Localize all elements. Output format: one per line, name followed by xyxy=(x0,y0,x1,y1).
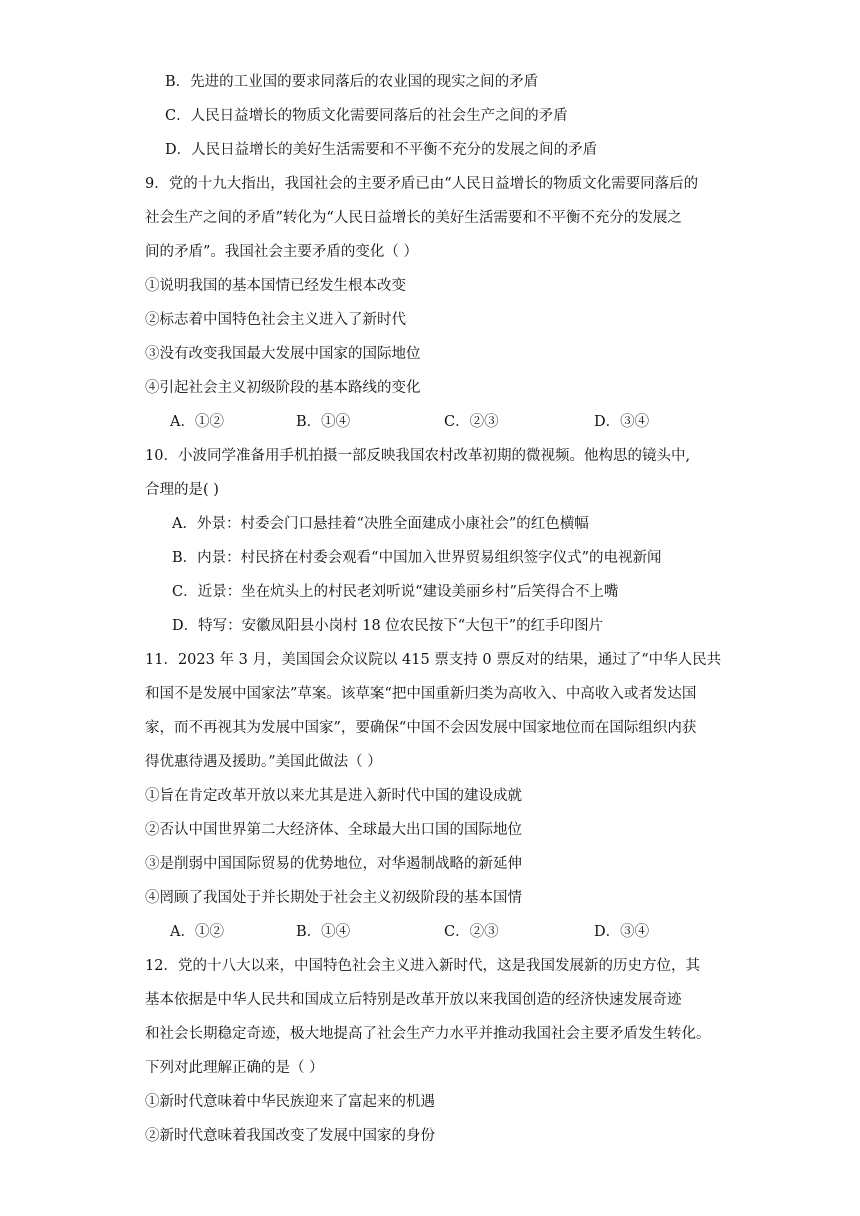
q11-choice-d: D．③④ xyxy=(594,924,650,940)
q12-stem-line-4: 下列对此理解正确的是（ ） xyxy=(145,1060,324,1076)
q9-statement-2: ②标志着中国特色社会主义进入了新时代 xyxy=(145,312,406,328)
q9-statement-1: ①说明我国的基本国情已经发生根本改变 xyxy=(145,278,406,294)
q12-statement-1: ①新时代意味着中华民族迎来了富起来的机遇 xyxy=(145,1094,435,1110)
q9-choice-a: A．①② xyxy=(170,414,224,430)
q10-stem-line-2: 合理的是( ) xyxy=(145,482,219,498)
q9-statement-4: ④引起社会主义初级阶段的基本路线的变化 xyxy=(145,380,421,396)
q9-choice-d: D．③④ xyxy=(594,414,650,430)
q10-stem-line-1: 10．小波同学准备用手机拍摄一部反映我国农村改革初期的微视频。他构思的镜头中, xyxy=(145,448,691,464)
q8-option-b: B．先进的工业国的要求同落后的农业国的现实之间的矛盾 xyxy=(165,74,539,90)
q10-option-b: B．内景：村民挤在村委会观看“中国加入世界贸易组织签字仪式”的电视新闻 xyxy=(172,550,662,566)
q9-statement-3: ③没有改变我国最大发展中国家的国际地位 xyxy=(145,346,421,362)
q11-stem-line-2: 和国不是发展中国家法”草案。该草案“把中国重新归类为高收入、中高收入或者发达国 xyxy=(145,686,697,702)
q12-stem-line-2: 基本依据是中华人民共和国成立后特别是改革开放以来我国创造的经济快速发展奇迹 xyxy=(145,992,682,1008)
q10-option-d: D．特写：安徽凤阳县小岗村 18 位农民按下“大包干”的红手印图片 xyxy=(172,618,604,634)
q9-stem-line-3: 间的矛盾”。我国社会主要矛盾的变化（ ） xyxy=(145,244,419,260)
q9-stem-line-2: 社会生产之间的矛盾”转化为“人民日益增长的美好生活需要和不平衡不充分的发展之 xyxy=(145,210,682,226)
q10-option-c: C．近景：坐在炕头上的村民老刘听说“建设美丽乡村”后笑得合不上嘴 xyxy=(172,584,619,600)
q8-option-c: C．人民日益增长的物质文化需要同落后的社会生产之间的矛盾 xyxy=(165,108,568,124)
q9-choice-c: C．②③ xyxy=(444,414,499,430)
q11-statement-3: ③是削弱中国国际贸易的优势地位，对华遏制战略的新延伸 xyxy=(145,856,522,872)
q11-stem-line-1: 11．2023 年 3 月，美国国会众议院以 415 票支持 0 票反对的结果，通过了“中华人民共 xyxy=(145,652,722,668)
q9-choice-b: B．①④ xyxy=(296,414,351,430)
q10-option-a: A．外景：村委会门口悬挂着“决胜全面建成小康社会”的红色横幅 xyxy=(172,516,589,532)
q11-statement-2: ②否认中国世界第二大经济体、全球最大出口国的国际地位 xyxy=(145,822,522,838)
q11-choices xyxy=(0,922,860,942)
q11-choice-a: A．①② xyxy=(170,924,224,940)
q11-statement-4: ④罔顾了我国处于并长期处于社会主义初级阶段的基本国情 xyxy=(145,890,522,906)
q11-choice-b: B．①④ xyxy=(296,924,351,940)
q12-stem-line-1: 12．党的十八大以来，中国特色社会主义进入新时代，这是我国发展新的历史方位，其 xyxy=(145,958,700,974)
q12-stem-line-3: 和社会长期稳定奇迹，极大地提高了社会生产力水平并推动我国社会主要矛盾发生转化。 xyxy=(145,1026,711,1042)
q11-stem-line-4: 得优惠待遇及援助。”美国此做法（ ） xyxy=(145,754,382,770)
q11-statement-1: ①旨在肯定改革开放以来尤其是进入新时代中国的建设成就 xyxy=(145,788,522,804)
q9-choices xyxy=(0,412,860,432)
q11-stem-line-3: 家，而不再视其为发展中国家”，要确保“中国不会因发展中国家地位而在国际组织内获 xyxy=(145,720,697,736)
q11-choice-c: C．②③ xyxy=(444,924,499,940)
q12-statement-2: ②新时代意味着我国改变了发展中国家的身份 xyxy=(145,1128,435,1144)
q9-stem-line-1: 9．党的十九大指出，我国社会的主要矛盾已由“人民日益增长的物质文化需要同落后的 xyxy=(145,176,699,192)
q8-option-d: D．人民日益增长的美好生活需要和不平衡不充分的发展之间的矛盾 xyxy=(165,142,598,158)
